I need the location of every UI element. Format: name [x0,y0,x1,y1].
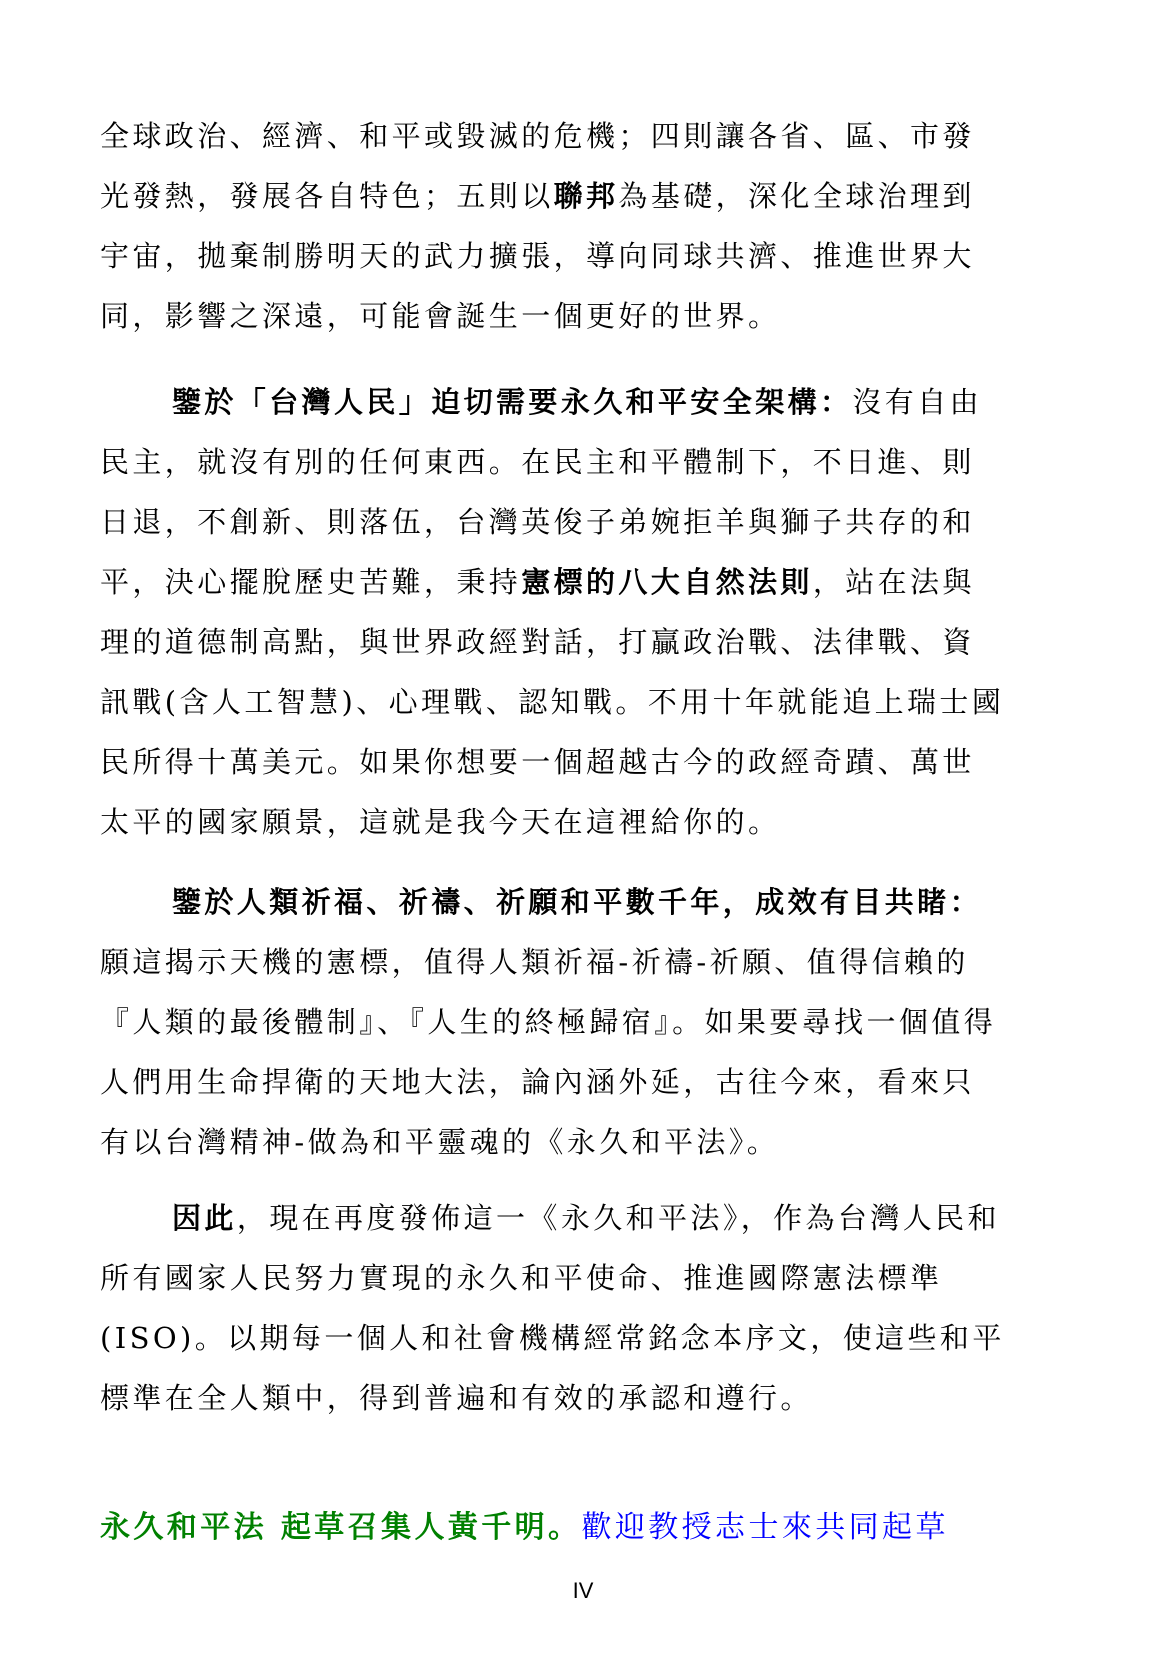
bold-term-therefore: 因此 [172,1201,237,1235]
paragraph-line: 民所得十萬美元。如果你想要一個超越古今的政經奇蹟、萬世 [100,745,975,779]
paragraph-line: 訊戰(含人工智慧)、心理戰、認知戰。不用十年就能追上瑞士國 [100,685,1005,719]
paragraph-1 [100,106,1066,346]
bold-term-federation: 聯邦 [553,179,619,213]
paragraph-line [100,1188,1066,1248]
paragraph-3 [100,872,1066,1172]
drafting-convener-line [100,1498,949,1558]
paragraph-line: 宇宙，拋棄制勝明天的武力擴張，導向同球共濟、推進世界大 [100,239,975,273]
paragraph-line: 太平的國家願景，這就是我今天在這裡給你的。 [100,805,781,839]
paragraph-4 [100,1188,1066,1428]
paragraph-line: 日退，不創新、則落伍，台灣英俊子弟婉拒羊與獅子共存的和 [100,505,975,539]
line-text: 平，決心擺脫歷史苦難，秉持 [100,565,522,599]
paragraph-line: (ISO)。以期每一個人和社會機構經常銘念本序文，使這些和平 [100,1321,1005,1355]
paragraph-line: 『人類的最後體制』、『人生的終極歸宿』。如果要尋找一個值得 [100,1005,997,1039]
paragraph-line: 願這揭示天機的憲標，值得人類祈福-祈禱-祈願、值得信賴的 [100,945,969,979]
paragraph-line [100,372,1066,432]
paragraph-line: 標準在全人類中，得到普遍和有效的承認和遵行。 [100,1381,813,1415]
paragraph-line: 有以台灣精神-做為和平靈魂的《永久和平法》。 [100,1125,780,1159]
page-number: IV [572,1578,594,1603]
paragraph-line: 所有國家人民努力實現的永久和平使命、推進國際憲法標準 [100,1261,943,1295]
paragraph-line: 民主，就沒有別的任何東西。在民主和平體制下，不日進、則 [100,445,975,479]
paragraph-line: 理的道德制高點，與世界政經對話，打贏政治戰、法律戰、資 [100,625,975,659]
line-text: 光發熱，發展各自特色；五則以 [100,179,554,213]
convener-text: 永久和平法 起草召集人黃千明。 [100,1510,582,1545]
invitation-text: 歡迎教授志士來共同起草 [581,1510,949,1545]
bold-heading-text: 鑒於「台灣人民」迫切需要永久和平安全架構： [172,385,853,419]
line-text: 沒有自由 [852,385,983,419]
line-text: 為基礎，深化全球治理到 [618,179,975,213]
paragraph-line [100,166,1066,226]
paragraph-line: 人們用生命捍衛的天地大法，論內涵外延，古往今來，看來只 [100,1065,975,1099]
paragraph-line: 全球政治、經濟、和平或毀滅的危機；四則讓各省、區、市發 [100,119,975,153]
paragraph-2 [100,372,1066,852]
paragraph-line: 同，影響之深遠，可能會誕生一個更好的世界。 [100,299,781,333]
line-text: ，站在法與 [812,565,975,599]
paragraph-heading-line: 鑒於人類祈福、祈禱、祈願和平數千年，成效有目共睹： [172,885,983,919]
line-text: ，現在再度發佈這一《永久和平法》，作為台灣人民和 [236,1201,1000,1235]
bold-term-natural-laws: 憲標的八大自然法則 [521,565,813,599]
paragraph-line [100,552,1066,612]
